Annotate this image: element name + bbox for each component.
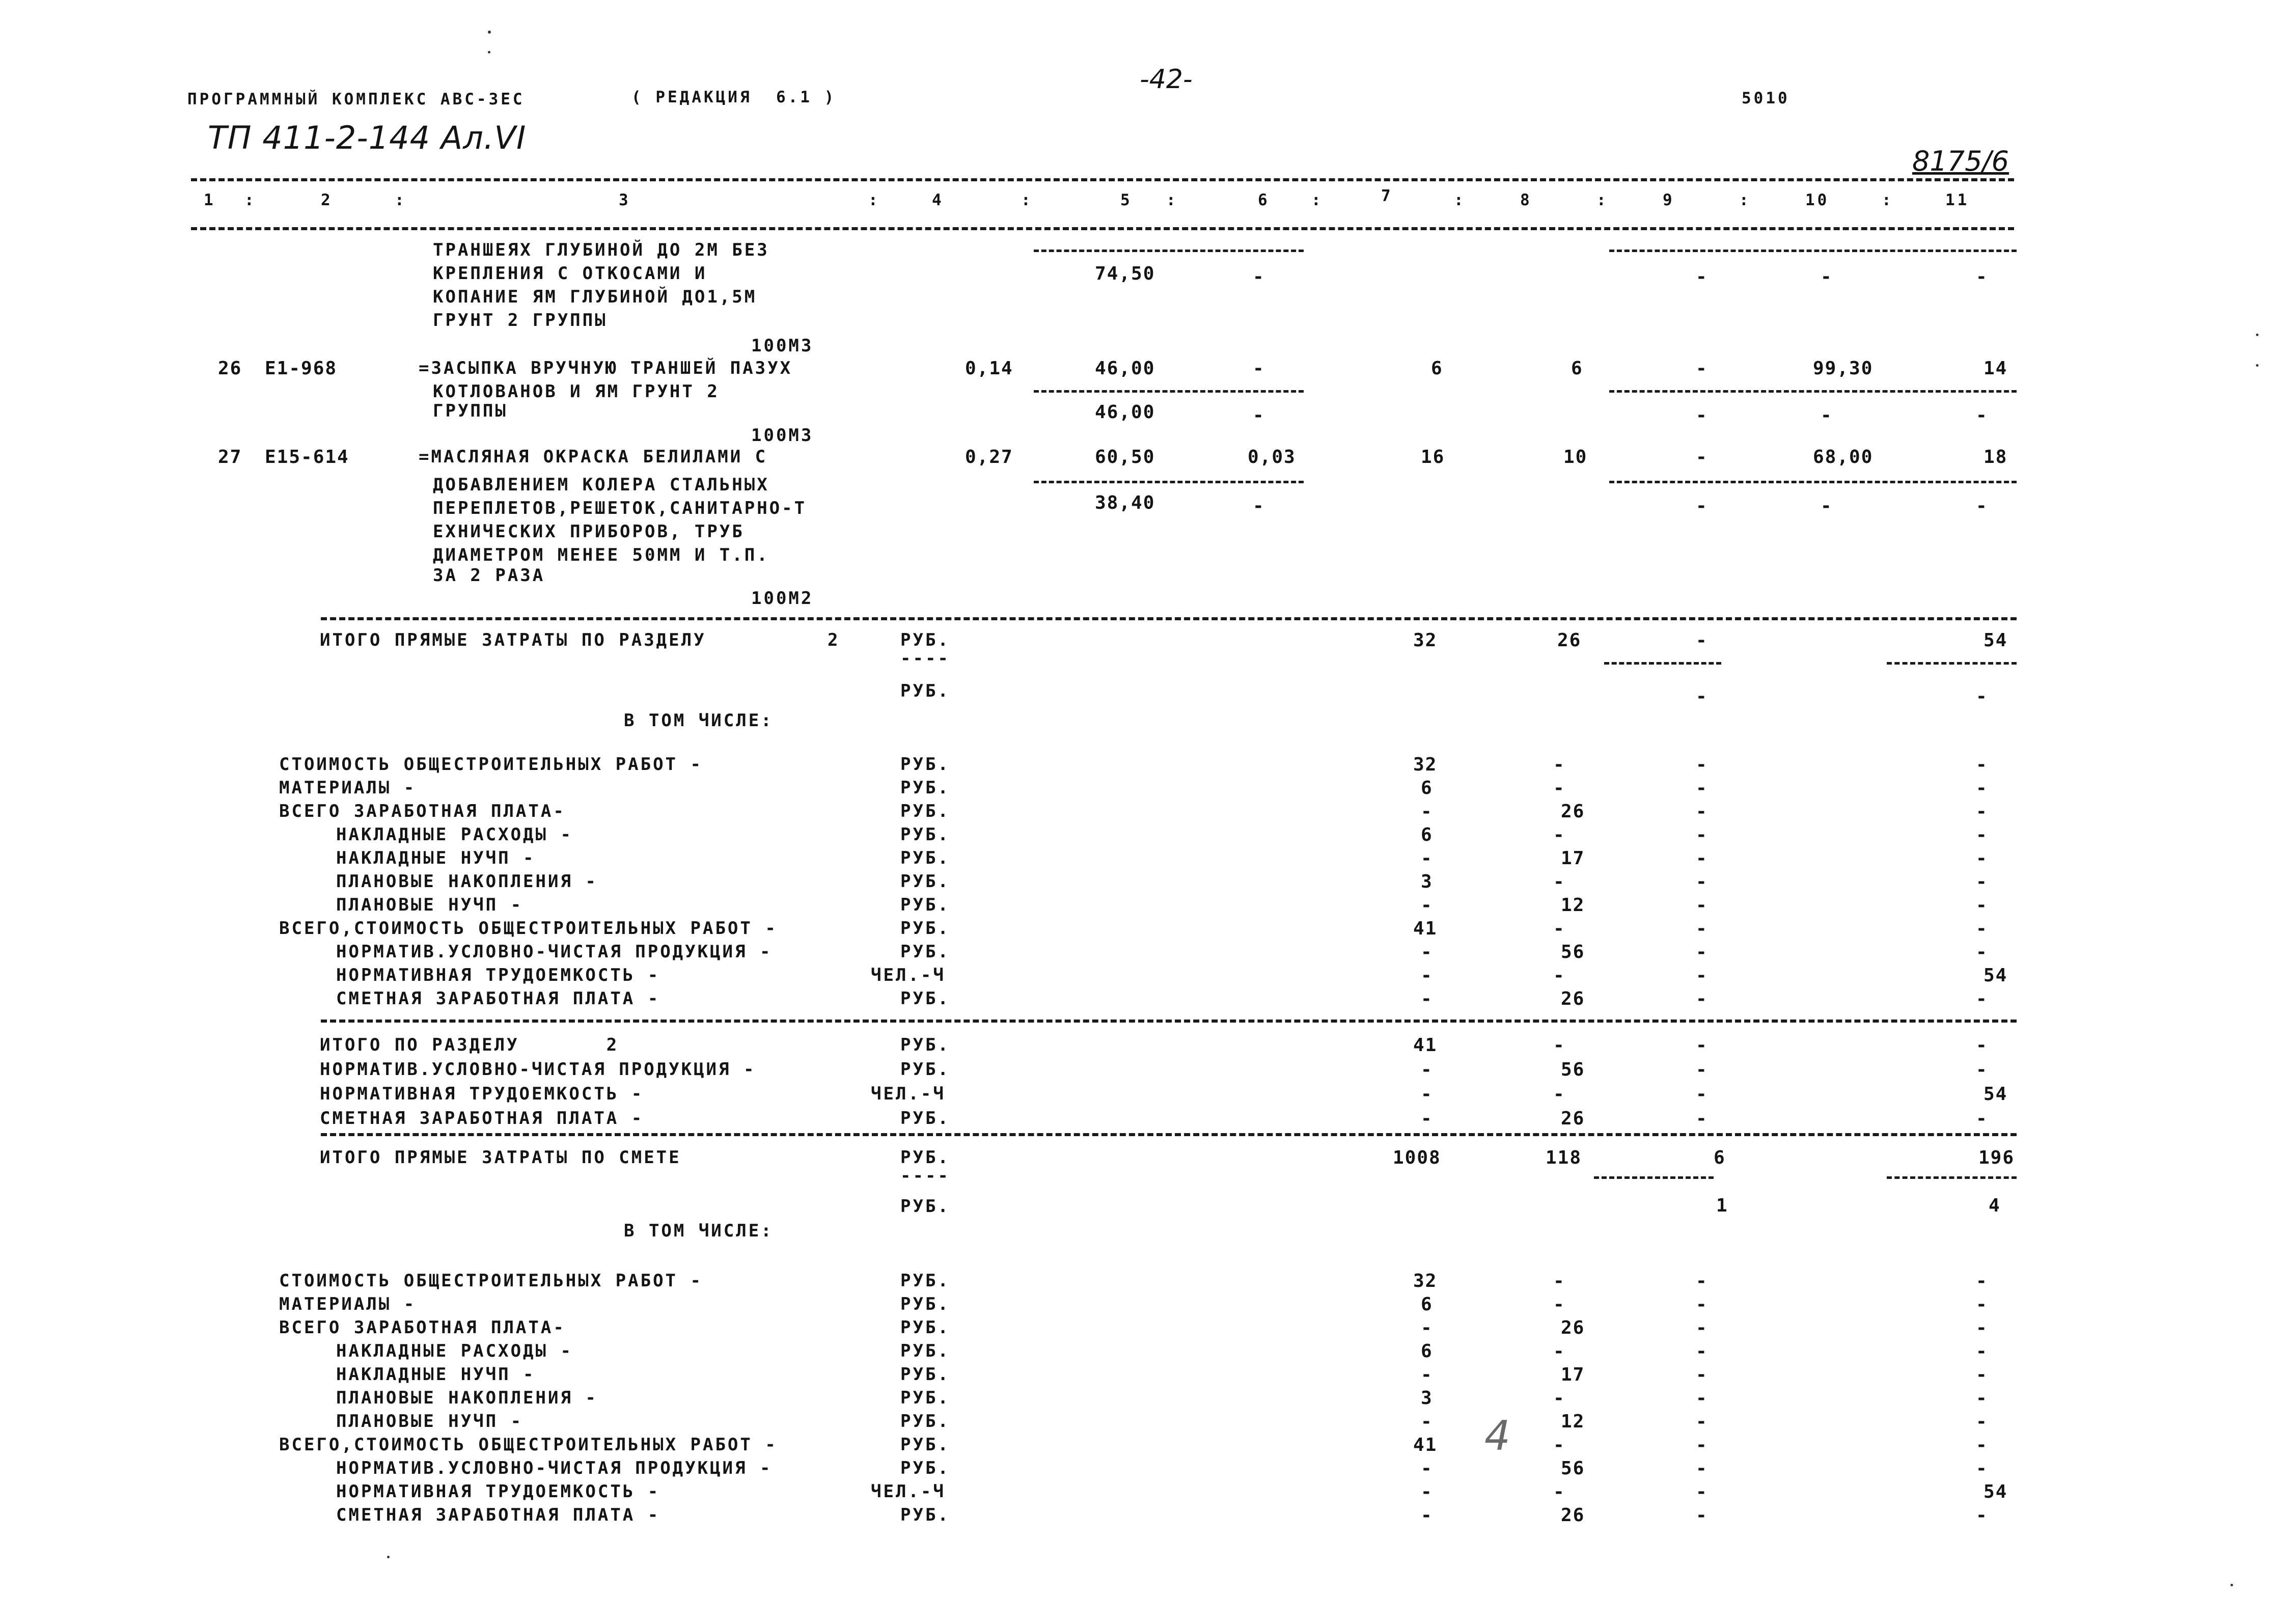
col-num-4: 4 xyxy=(932,191,944,209)
col9-value: - xyxy=(1696,1505,1708,1526)
col11-value: - xyxy=(1976,988,1988,1009)
col11-value: - xyxy=(1976,754,1988,775)
col11-value: 54 xyxy=(1984,1084,2008,1105)
col-num-11: 11 xyxy=(1945,191,1970,209)
unit-label: РУБ. xyxy=(900,848,950,868)
section-number: 2 xyxy=(828,630,840,650)
col6-lower-value: - xyxy=(1253,405,1265,426)
item-text-line: ЗА 2 РАЗА xyxy=(433,565,545,586)
section-rule xyxy=(321,617,2017,620)
col7-value: 41 xyxy=(1413,918,1438,939)
program-edition: ( РЕДАКЦИЯ 6.1 ) xyxy=(631,88,837,106)
row-label: ПЛАНОВЫЕ НУЧП - xyxy=(336,1411,524,1432)
col11-value: - xyxy=(1976,942,1988,962)
col7-value: - xyxy=(1421,895,1433,916)
col11-value: - xyxy=(1976,801,1988,822)
unit-label: РУБ. xyxy=(900,1317,950,1338)
col9-value: - xyxy=(1696,965,1708,986)
header-rule-bottom xyxy=(191,227,2014,230)
unit-label: РУБ. xyxy=(900,1108,950,1128)
col5-value: 60,50 xyxy=(1095,447,1155,467)
col8-value: 12 xyxy=(1561,895,1585,916)
col-num-5: 5 xyxy=(1120,191,1133,209)
col9-value: - xyxy=(1696,988,1708,1009)
unit-label: РУБ. xyxy=(900,801,950,821)
sheet-number: 8175/6 xyxy=(1912,145,2009,177)
cell-split-rule xyxy=(1604,662,1721,665)
header-rule-top xyxy=(191,178,2014,181)
section-rule xyxy=(321,1133,2017,1136)
unit-label: ЧЕЛ.-Ч xyxy=(871,965,946,985)
col11-lower-value: 4 xyxy=(1989,1195,2001,1216)
col10-lower-value: - xyxy=(1821,496,1833,516)
col-num-2: 2 xyxy=(321,191,333,209)
col11-value: - xyxy=(1976,918,1988,939)
row-label: ИТОГО ПО РАЗДЕЛУ 2 xyxy=(320,1035,619,1055)
row-label: НОРМАТИВНАЯ ТРУДОЕМКОСТЬ - xyxy=(336,1481,660,1502)
item-text-line: =ЗАСЫПКА ВРУЧНУЮ ТРАНШЕЙ ПАЗУХ xyxy=(419,358,793,378)
row-label: СМЕТНАЯ ЗАРАБОТНАЯ ПЛАТА - xyxy=(336,988,660,1009)
unit-label: РУБ. xyxy=(900,1388,950,1408)
col8-value: 26 xyxy=(1561,1108,1585,1129)
col9-value: - xyxy=(1696,801,1708,822)
item-text-line: ДИАМЕТРОМ МЕНЕЕ 50ММ И Т.П. xyxy=(433,545,769,565)
col-num-10: 10 xyxy=(1805,191,1830,209)
col11-value: - xyxy=(1976,1411,1988,1432)
col9-value: - xyxy=(1696,918,1708,939)
col7-value: - xyxy=(1421,1364,1433,1385)
cell-split-rule xyxy=(1609,390,2017,393)
col-sep: : xyxy=(1166,191,1178,209)
page-mark: -42- xyxy=(1140,64,1193,95)
row-label: МАТЕРИАЛЫ - xyxy=(279,1294,417,1314)
col-num-3: 3 xyxy=(619,191,631,209)
item-text-line: ГРУНТ 2 ГРУППЫ xyxy=(433,310,608,331)
row-label: ВСЕГО ЗАРАБОТНАЯ ПЛАТА- xyxy=(279,801,566,821)
row-label: ПЛАНОВЫЕ НАКОПЛЕНИЯ - xyxy=(336,871,598,892)
item-text-line: ТРАНШЕЯХ ГЛУБИНОЙ ДО 2М БЕЗ xyxy=(433,240,769,260)
col9-value: - xyxy=(1696,1108,1708,1129)
unit-label: РУБ. xyxy=(900,1196,950,1217)
col-num-7: 7 xyxy=(1381,187,1393,205)
col8-value: 26 xyxy=(1561,988,1585,1009)
col4-value: 0,14 xyxy=(965,358,1013,379)
col8-value: 26 xyxy=(1557,630,1582,651)
col10-value: 99,30 xyxy=(1813,358,1874,379)
col6-lower-value: - xyxy=(1253,266,1265,287)
col8-value: 26 xyxy=(1561,801,1585,822)
col8-value: - xyxy=(1553,965,1565,986)
col8-value: 56 xyxy=(1561,1458,1585,1479)
scan-speck xyxy=(2230,1584,2233,1586)
col8-value: - xyxy=(1553,778,1565,799)
unit-label: РУБ. xyxy=(900,630,950,650)
col7-value: 32 xyxy=(1413,630,1438,651)
unit-label: РУБ. xyxy=(900,895,950,915)
col6-value: - xyxy=(1253,358,1265,379)
row-label: МАТЕРИАЛЫ - xyxy=(279,778,417,798)
col9-value: - xyxy=(1696,447,1708,467)
col8-value: 56 xyxy=(1561,1059,1585,1080)
unit-label: РУБ. xyxy=(900,824,950,845)
row-label: НОРМАТИВ.УСЛОВНО-ЧИСТАЯ ПРОДУКЦИЯ - xyxy=(336,942,773,962)
row-label: ВСЕГО ЗАРАБОТНАЯ ПЛАТА- xyxy=(279,1317,566,1338)
unit-label: РУБ. xyxy=(900,1458,950,1478)
col9-value: - xyxy=(1696,1271,1708,1291)
col9-value: - xyxy=(1696,871,1708,892)
col6-value: 0,03 xyxy=(1248,447,1296,467)
col9-value: - xyxy=(1696,778,1708,799)
col9-value: - xyxy=(1696,1294,1708,1315)
unit-label: РУБ. xyxy=(900,918,950,939)
cell-split-rule xyxy=(1034,250,1304,252)
col7-value: - xyxy=(1421,801,1433,822)
col7-value: - xyxy=(1421,1411,1433,1432)
col8-value: - xyxy=(1553,754,1565,775)
col11-value: - xyxy=(1976,1317,1988,1338)
in-that-heading: В ТОМ ЧИСЛЕ: xyxy=(624,710,774,731)
item-code: Е15-614 xyxy=(265,447,349,467)
unit-label: РУБ. xyxy=(900,778,950,798)
col9-value: - xyxy=(1696,1481,1708,1502)
row-label: СМЕТНАЯ ЗАРАБОТНАЯ ПЛАТА - xyxy=(336,1505,660,1525)
col11-lower-value: - xyxy=(1976,266,1988,287)
col11-value: - xyxy=(1976,1341,1988,1362)
unit-label: РУБ. xyxy=(900,1411,950,1432)
col8-value: - xyxy=(1553,1481,1565,1502)
col8-value: 10 xyxy=(1563,447,1588,467)
unit-label: РУБ. xyxy=(900,871,950,892)
row-label: НАКЛАДНЫЕ РАСХОДЫ - xyxy=(336,824,573,845)
item-text-line: ПЕРЕПЛЕТОВ,РЕШЕТОК,САНИТАРНО-Т xyxy=(433,498,807,518)
unit-label: РУБ. xyxy=(900,988,950,1009)
item-unit: 100М3 xyxy=(751,425,814,446)
row-label: НОРМАТИВНАЯ ТРУДОЕМКОСТЬ - xyxy=(320,1084,644,1104)
scan-speck xyxy=(387,1556,390,1558)
col9-value: - xyxy=(1696,630,1708,651)
col8-value: 26 xyxy=(1561,1317,1585,1338)
col7-value: - xyxy=(1421,1084,1433,1105)
col11-value: - xyxy=(1976,778,1988,799)
col7-value: 3 xyxy=(1421,1388,1433,1409)
scan-speck xyxy=(488,31,491,34)
col8-value: - xyxy=(1553,1294,1565,1315)
col8-value: - xyxy=(1553,1341,1565,1362)
col11-value: 54 xyxy=(1984,630,2008,651)
unit-label: РУБ. xyxy=(900,754,950,775)
col7-value: 6 xyxy=(1431,358,1443,379)
col8-value: 17 xyxy=(1561,848,1585,869)
item-text-line: КРЕПЛЕНИЯ С ОТКОСАМИ И xyxy=(433,263,707,284)
row-label: НАКЛАДНЫЕ НУЧП - xyxy=(336,1364,536,1385)
col-sep: : xyxy=(1311,191,1324,209)
col5-lower-value: 74,50 xyxy=(1095,263,1155,284)
cell-split-rule xyxy=(1034,481,1304,483)
item-text-line: КОПАНИЕ ЯМ ГЛУБИНОЙ ДО1,5М xyxy=(433,287,757,307)
col11-value: - xyxy=(1976,824,1988,845)
col7-value: 32 xyxy=(1413,1271,1438,1291)
col8-value: - xyxy=(1553,871,1565,892)
in-that-heading: В ТОМ ЧИСЛЕ: xyxy=(624,1221,774,1241)
col7-value: 1008 xyxy=(1393,1147,1441,1168)
cell-split-rule xyxy=(1594,1176,1714,1179)
col11-value: - xyxy=(1976,1294,1988,1315)
col8-value: 17 xyxy=(1561,1364,1585,1385)
cell-split-rule xyxy=(1887,662,2017,665)
unit-label: РУБ. xyxy=(900,1294,950,1314)
col-num-9: 9 xyxy=(1663,191,1675,209)
col11-value: 18 xyxy=(1984,447,2008,467)
col-separators: : xyxy=(244,191,257,209)
col8-value: 118 xyxy=(1546,1147,1582,1168)
col9-lower-value: 1 xyxy=(1716,1195,1728,1216)
col9-value: - xyxy=(1696,1341,1708,1362)
col7-value: 3 xyxy=(1421,871,1433,892)
col7-value: - xyxy=(1421,1481,1433,1502)
row-label: СТОИМОСТЬ ОБЩЕСТРОИТЕЛЬНЫХ РАБОТ - xyxy=(279,754,703,775)
col11-value: - xyxy=(1976,895,1988,916)
col-sep: : xyxy=(1596,191,1609,209)
row-label: НОРМАТИВ.УСЛОВНО-ЧИСТАЯ ПРОДУКЦИЯ - xyxy=(320,1059,756,1080)
scan-speck xyxy=(2256,334,2259,336)
col8-value: 6 xyxy=(1571,358,1583,379)
program-name: ПРОГРАММНЫЙ КОМПЛЕКС АВС-3ЕС xyxy=(187,90,525,108)
col-num-6: 6 xyxy=(1258,191,1270,209)
col-sep: : xyxy=(1454,191,1466,209)
col7-value: - xyxy=(1421,965,1433,986)
col9-value: - xyxy=(1696,1059,1708,1080)
col8-value: 56 xyxy=(1561,942,1585,962)
estimate-total-title: ИТОГО ПРЯМЫЕ ЗАТРАТЫ ПО СМЕТЕ xyxy=(320,1147,681,1168)
item-number: 27 xyxy=(218,447,242,467)
col8-value: - xyxy=(1553,918,1565,939)
col9-value: - xyxy=(1696,358,1708,379)
col-num-8: 8 xyxy=(1520,191,1532,209)
col8-value: - xyxy=(1553,1388,1565,1409)
col8-value: - xyxy=(1553,1271,1565,1291)
col10-lower-value: - xyxy=(1821,266,1833,287)
cell-split-rule xyxy=(1609,481,2017,483)
col7-value: 6 xyxy=(1421,778,1433,799)
col9-value: 6 xyxy=(1714,1147,1726,1168)
unit-label: РУБ. xyxy=(900,942,950,962)
unit-label: РУБ. xyxy=(900,681,950,701)
cell-split-rule xyxy=(1609,250,2017,252)
col-num-1: 1 xyxy=(204,191,216,209)
col7-value: - xyxy=(1421,848,1433,869)
unit-label: РУБ. xyxy=(900,1059,950,1080)
col7-value: 6 xyxy=(1421,1341,1433,1362)
unit-label: РУБ. xyxy=(900,1035,950,1055)
col-sep: : xyxy=(868,191,880,209)
row-label: ПЛАНОВЫЕ НАКОПЛЕНИЯ - xyxy=(336,1388,598,1408)
section-total-title: ИТОГО ПРЯМЫЕ ЗАТРАТЫ ПО РАЗДЕЛУ xyxy=(320,630,706,650)
col10-value: 68,00 xyxy=(1813,447,1874,467)
col9-value: - xyxy=(1696,1084,1708,1105)
cell-split-rule xyxy=(1034,390,1304,393)
col9-lower-value: - xyxy=(1696,496,1708,516)
col9-lower-value: - xyxy=(1696,266,1708,287)
col5-lower-value: 38,40 xyxy=(1095,492,1155,513)
col6-lower-value: - xyxy=(1253,496,1265,516)
col9-value: - xyxy=(1696,942,1708,962)
col9-value: - xyxy=(1696,1317,1708,1338)
col11-value: 196 xyxy=(1978,1147,2015,1168)
handwritten-note: 4 xyxy=(1484,1412,1510,1460)
row-label: ВСЕГО,СТОИМОСТЬ ОБЩЕСТРОИТЕЛЬНЫХ РАБОТ - xyxy=(279,1435,778,1455)
unit-label: РУБ. xyxy=(900,1147,950,1168)
row-label: ВСЕГО,СТОИМОСТЬ ОБЩЕСТРОИТЕЛЬНЫХ РАБОТ - xyxy=(279,918,778,939)
col7-value: - xyxy=(1421,988,1433,1009)
col9-value: - xyxy=(1696,824,1708,845)
col-sep: : xyxy=(1021,191,1033,209)
col11-lower-value: - xyxy=(1976,405,1988,426)
col11-value: - xyxy=(1976,1505,1988,1526)
col11-value: 54 xyxy=(1984,965,2008,986)
row-label: СТОИМОСТЬ ОБЩЕСТРОИТЕЛЬНЫХ РАБОТ - xyxy=(279,1271,703,1291)
unit-label: РУБ. xyxy=(900,1341,950,1361)
col11-value: - xyxy=(1976,871,1988,892)
col9-value: - xyxy=(1696,1388,1708,1409)
project-designation: ТП 411-2-144 Ал.VI xyxy=(208,119,527,156)
unit-label: РУБ. xyxy=(900,1271,950,1291)
unit-label: РУБ. xyxy=(900,1364,950,1385)
col4-value: 0,27 xyxy=(965,447,1013,467)
col-sep: : xyxy=(1739,191,1751,209)
col8-value: 12 xyxy=(1561,1411,1585,1432)
col11-value: - xyxy=(1976,1059,1988,1080)
item-unit-after: 100М2 xyxy=(751,588,814,609)
col9-value: - xyxy=(1696,848,1708,869)
col9-lower-value: - xyxy=(1696,405,1708,426)
row-label: НАКЛАДНЫЕ РАСХОДЫ - xyxy=(336,1341,573,1361)
unit-label: ЧЕЛ.-Ч xyxy=(871,1481,946,1502)
col11-value: 54 xyxy=(1984,1481,2008,1502)
col7-value: - xyxy=(1421,1505,1433,1526)
unit-label: ЧЕЛ.-Ч xyxy=(871,1084,946,1104)
col-sep: : xyxy=(1882,191,1894,209)
item-text-line: КОТЛОВАНОВ И ЯМ ГРУНТ 2 xyxy=(433,381,720,402)
col8-value: - xyxy=(1553,1084,1565,1105)
col9-value: - xyxy=(1696,895,1708,916)
row-label: НАКЛАДНЫЕ НУЧП - xyxy=(336,848,536,868)
scan-speck xyxy=(488,51,490,53)
item-text-line: ДОБАВЛЕНИЕМ КОЛЕРА СТАЛЬНЫХ xyxy=(433,475,769,495)
row-label: ПЛАНОВЫЕ НУЧП - xyxy=(336,895,524,915)
col7-value: - xyxy=(1421,1458,1433,1479)
col11-value: - xyxy=(1976,1108,1988,1129)
col7-value: 16 xyxy=(1421,447,1445,467)
cell-split-rule xyxy=(1887,1176,2017,1179)
col11-lower-value: - xyxy=(1976,496,1988,516)
col7-value: 6 xyxy=(1421,824,1433,845)
col7-value: - xyxy=(1421,1108,1433,1129)
col11-value: - xyxy=(1976,848,1988,869)
item-text-line: ЕХНИЧЕСКИХ ПРИБОРОВ, ТРУБ xyxy=(433,521,745,542)
col11-value: - xyxy=(1976,1458,1988,1479)
col11-lower-value: - xyxy=(1976,686,1988,707)
col8-value: - xyxy=(1553,824,1565,845)
col7-value: - xyxy=(1421,1317,1433,1338)
col11-value: - xyxy=(1976,1388,1988,1409)
item-number: 26 xyxy=(218,358,242,379)
col8-value: - xyxy=(1553,1035,1565,1056)
col11-value: - xyxy=(1976,1271,1988,1291)
col11-value: - xyxy=(1976,1435,1988,1455)
document-code: 5010 xyxy=(1742,89,1790,107)
section-rule xyxy=(321,1020,2017,1023)
col8-value: 26 xyxy=(1561,1505,1585,1526)
col9-value: - xyxy=(1696,1411,1708,1432)
row-label: НОРМАТИВ.УСЛОВНО-ЧИСТАЯ ПРОДУКЦИЯ - xyxy=(336,1458,773,1478)
col7-value: - xyxy=(1421,942,1433,962)
col7-value: 6 xyxy=(1421,1294,1433,1315)
col5-lower-value: 46,00 xyxy=(1095,402,1155,423)
scan-speck xyxy=(2256,364,2259,367)
col11-value: - xyxy=(1976,1035,1988,1056)
col-sep: : xyxy=(395,191,407,209)
col9-value: - xyxy=(1696,1364,1708,1385)
item-unit: 100М3 xyxy=(751,336,814,356)
col9-value: - xyxy=(1696,1435,1708,1455)
item-text-line: ГРУППЫ xyxy=(433,401,508,421)
col5-value: 46,00 xyxy=(1095,358,1155,379)
col7-value: 32 xyxy=(1413,754,1438,775)
unit-split: ---- xyxy=(900,648,950,669)
item-text-line: =МАСЛЯНАЯ ОКРАСКА БЕЛИЛАМИ С xyxy=(419,447,768,467)
col9-lower-value: - xyxy=(1696,686,1708,707)
col11-value: 14 xyxy=(1984,358,2008,379)
col9-value: - xyxy=(1696,1458,1708,1479)
unit-label: РУБ. xyxy=(900,1435,950,1455)
row-label: НОРМАТИВНАЯ ТРУДОЕМКОСТЬ - xyxy=(336,965,660,985)
col9-value: - xyxy=(1696,754,1708,775)
col7-value: 41 xyxy=(1413,1435,1438,1455)
col10-lower-value: - xyxy=(1821,405,1833,426)
item-code: Е1-968 xyxy=(265,358,338,379)
unit-split: ---- xyxy=(900,1166,950,1186)
col8-value: - xyxy=(1553,1435,1565,1455)
col11-value: - xyxy=(1976,1364,1988,1385)
col7-value: 41 xyxy=(1413,1035,1438,1056)
row-label: СМЕТНАЯ ЗАРАБОТНАЯ ПЛАТА - xyxy=(320,1108,644,1128)
col9-value: - xyxy=(1696,1035,1708,1056)
col7-value: - xyxy=(1421,1059,1433,1080)
unit-label: РУБ. xyxy=(900,1505,950,1525)
